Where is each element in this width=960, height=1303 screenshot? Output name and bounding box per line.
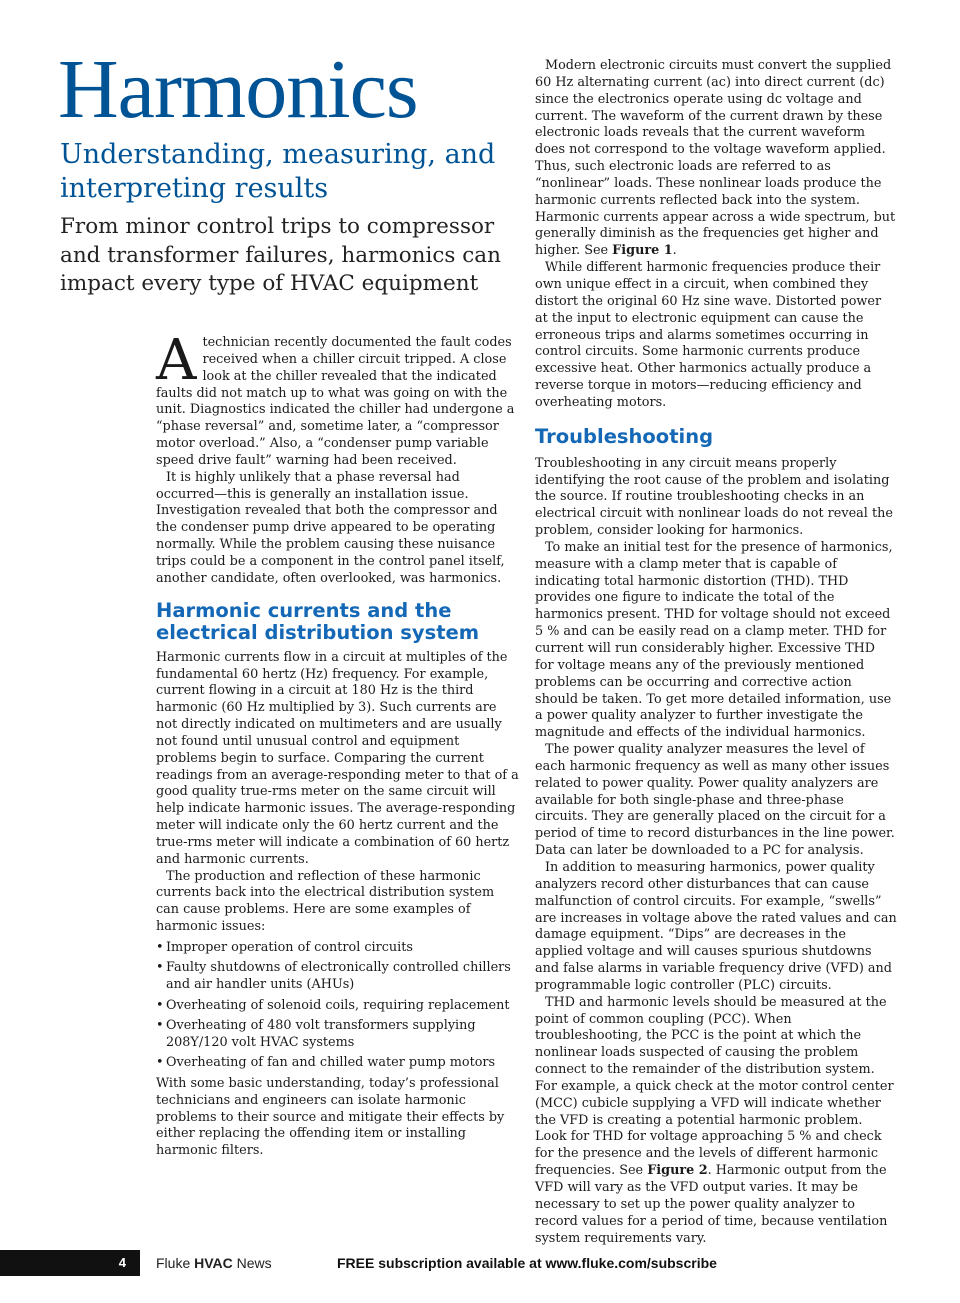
subscription-notice: FREE subscription available at www.fluke.com/subscribe bbox=[337, 1255, 717, 1271]
list-item: • Faulty shutdowns of electronically controlled chillers and air handler units (AHUs) bbox=[156, 960, 511, 993]
section-heading-harmonic-currents: Harmonic currents and the electrical distribution system bbox=[156, 598, 480, 644]
figure-1-reference: Figure 1 bbox=[612, 243, 673, 259]
section1-paragraph-1: Harmonic currents flow in a circuit at multiples of the fundamental 60 hertz (Hz) frequency. For example, current flowing in a circuit at 180 Hz is the third harmonic (60 Hz multiplied by 3). Such currents are not directly indicated on multimeters and are usually not found until unusual control and equipment problems begin to surface. Comparing the current readings from an average-responding meter to that of a good quality true-rms meter on the same circuit will help indicate harmonic issues. The average-responding meter will indicate only the 60 hertz current and the true-rms meter will indicate a combination of 60 hertz and harmonic currents. bbox=[156, 649, 519, 867]
right-paragraph-1: Modern electronic circuits must convert the supplied 60 Hz alternating current (ac) into direct current (dc) since the electronics operate using dc voltage and current. The waveform of the current drawn by these electronic loads reveals that the current waveform does not correspond to the voltage waveform applied. Thus, such electronic loads are referred to as “nonlinear” loads. These nonlinear loads produce the harmonic currents reflected back into the system. Harmonic currents appear across a wide spectrum, but generally diminish as the frequencies get higher and higher. See Figure 1. bbox=[535, 58, 896, 259]
intro-text: technician recently documented the fault codes received when a chiller circuit tripped. A close look at the chiller revealed that the indicated faults did not match up to what was going on with the unit. Diagnostics indicated the chiller had undergone a “phase reversal” and, sometime later, a “compressor motor overload.” Also, a “condenser pump variable speed drive fault” warning had been received. bbox=[156, 335, 515, 468]
intro-paragraph bbox=[156, 328, 520, 470]
bullet-icon: • bbox=[156, 940, 164, 955]
harmonic-issues-list bbox=[156, 940, 520, 1072]
page-number-tab bbox=[0, 1250, 140, 1276]
right-column bbox=[535, 58, 897, 1247]
troubleshooting-paragraph-2: To make an initial test for the presence of harmonics, measure with a clamp meter that is capable of indicating total harmonic distortion (THD). THD provides one figure to indicate the total of the harmonics present. THD for voltage should not exceed 5 % and can be easily read on a clamp meter. THD for current will run considerably higher. Excessive THD for voltage means any of the previously mentioned problems can be occurring and corrective action should be taken. To get more detailed information, use a power quality analyzer to further investigate the magnitude and effects of the individual harmonics. bbox=[535, 539, 893, 741]
bullet-icon: • bbox=[156, 1017, 164, 1033]
left-column bbox=[156, 328, 520, 1160]
list-item: • Overheating of fan and chilled water pump motors bbox=[156, 1055, 496, 1071]
troubleshooting-paragraph-4: In addition to measuring harmonics, power quality analyzers record other disturbances that can cause malfunction of control circuits. For example, “swells” are increases in voltage above the rated values and can damage equipment. “Dips” are decreases in the applied voltage and will causes spurious shutdowns and false alarms in variable frequency drive (VFD) and programmable logic controller (PLC) circuits. bbox=[535, 859, 897, 993]
subtitle: Understanding, measuring, and interpreting results bbox=[60, 139, 496, 204]
troubleshooting-paragraph-3: The power quality analyzer measures the level of each harmonic frequency as well as many other issues related to power quality. Power quality analyzers are available for both single-phase and three-phase circuits. They are generally placed on the circuit for a period of time to record disturbances in the line power. Data can later be downloaded to a PC for analysis. bbox=[535, 742, 895, 859]
list-item: • Improper operation of control circuits bbox=[156, 940, 413, 955]
list-item: • Overheating of 480 volt transformers supplying 208Y/120 volt HVAC systems bbox=[156, 1017, 476, 1050]
section1-paragraph-3: With some basic understanding, today’s professional technicians and engineers can isolate harmonic problems to their source and mitigate their effects by either replacing the offending item or installing harmonic filters. bbox=[156, 1075, 505, 1159]
intro-paragraph-2: It is highly unlikely that a phase reversal had occurred—this is generally an installation issue. Investigation revealed that both the compressor and the condenser pump drive appeared to be operating normally. While the problem causing these nuisance trips could be a component in the control panel itself, another candidate, often overlooked, was harmonics. bbox=[156, 469, 505, 586]
figure-2-reference: Figure 2 bbox=[647, 1163, 708, 1179]
bullet-icon: • bbox=[156, 960, 164, 976]
troubleshooting-paragraph-1: Troubleshooting in any circuit means properly identifying the root cause of the problem and isolating the source. If routine troubleshooting checks in an electrical circuit with nonlinear loads do not reveal the problem, consider looking for harmonics. bbox=[535, 455, 893, 539]
list-item: • Overheating of solenoid coils, requiring replacement bbox=[156, 997, 510, 1013]
bullet-icon: • bbox=[156, 1055, 164, 1071]
section1-paragraph-2: The production and reflection of these harmonic currents back into the electrical distribution system can cause problems. Here are some examples of harmonic issues: bbox=[156, 868, 495, 935]
right-paragraph-2: While different harmonic frequencies produce their own unique effect in a circuit, when combined they distort the original 60 Hz sine wave. Distorted power at the input to electronic equipment can cause the erroneous trips and alarms sometimes occurring in control circuits. Some harmonic currents produce excessive heat. Other harmonics actually produce a reverse torque in motors—reducing efficiency and overheating motors. bbox=[535, 260, 882, 410]
dek: From minor control trips to compressor and transformer failures, harmonics can impact every type of HVAC equipment bbox=[60, 214, 501, 296]
drop-cap: A bbox=[156, 328, 197, 393]
page-title: Harmonics bbox=[58, 43, 418, 136]
bullet-icon: • bbox=[156, 997, 164, 1013]
publication-name: Fluke HVAC News bbox=[156, 1255, 272, 1271]
troubleshooting-paragraph-5: THD and harmonic levels should be measured at the point of common coupling (PCC). When troubleshooting, the PCC is the point at which the nonlinear loads suspected of causing the problem connect to the remainder of the distribution system. For example, a quick check at the motor control center (MCC) cubicle supplying a VFD will indicate whether the VFD is creating a potential harmonic problem. Look for THD for voltage approaching 5 % and check for the presence and the levels of different harmonic frequencies. See Figure 2. Harmonic output from the VFD will vary as the VFD output varies. It may be necessary to set up the power quality analyzer to record values for a period of time, because ventilation system requirements vary. bbox=[535, 994, 894, 1246]
page-number: 4 bbox=[118, 1255, 126, 1270]
section-heading-troubleshooting: Troubleshooting bbox=[535, 424, 714, 448]
